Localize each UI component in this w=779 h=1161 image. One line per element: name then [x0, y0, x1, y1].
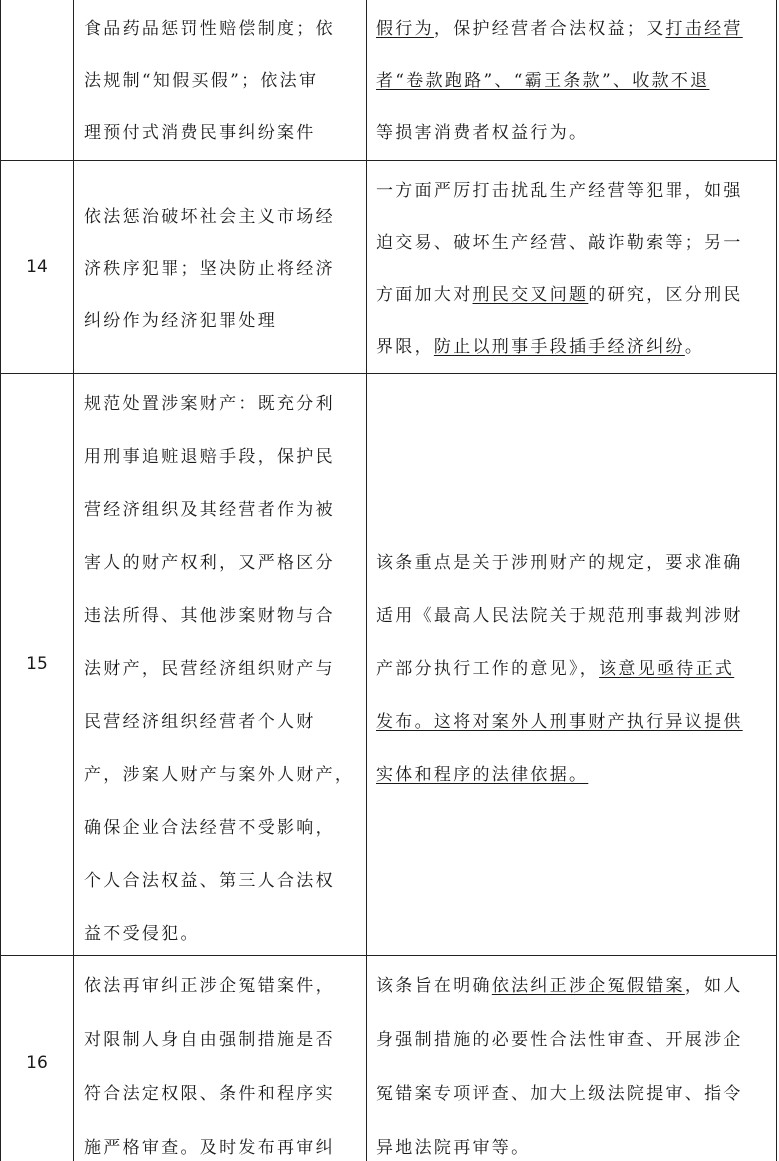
commentary-line	[376, 66, 709, 91]
provision-line: 违法所得、其他涉案财物与合	[84, 606, 335, 626]
row-divider	[0, 373, 777, 374]
text-segment: 产部分执行工作的意见》，	[376, 659, 600, 679]
text-segment: 冤错案专项评查、加大上级法院提审、指令	[376, 1084, 743, 1104]
provision-line: 施严格审查。及时发布再审纠	[84, 1138, 335, 1158]
commentary-line	[376, 1079, 743, 1104]
commentary-line	[376, 228, 743, 253]
row-number: 16	[26, 1053, 48, 1073]
provision-line: 食品药品惩罚性赔偿制度；依	[84, 19, 335, 39]
provision-line: 个人合法权益、第三人合法权	[84, 871, 335, 891]
text-segment: 打击经营	[665, 19, 743, 39]
text-segment: 身强制措施的必要性合法性审查、开展涉企	[376, 1030, 743, 1050]
provision-line: 理预付式消费民事纠纷案件	[84, 123, 316, 143]
text-segment: 实体和程序的法律依据。	[376, 765, 589, 785]
text-segment: 等损害消费者权益行为。	[376, 123, 589, 143]
text-segment: 依法纠正涉企冤假错案	[491, 976, 685, 996]
provision-line: 营经济组织及其经营者作为被	[84, 500, 335, 520]
provision-line: 符合法定权限、条件和程序实	[84, 1084, 335, 1104]
commentary-line	[376, 332, 704, 357]
provision-line: 害人的财产权利，又严格区分	[84, 553, 335, 573]
provision-line: 依法惩治破坏社会主义市场经	[84, 207, 335, 227]
provision-line: 对限制人身自由强制措施是否	[84, 1030, 335, 1050]
provision-line: 依法再审纠正涉企冤错案件，	[84, 976, 335, 996]
provision-line: 规范处置涉案财产：既充分利	[84, 394, 335, 414]
row-divider	[0, 955, 777, 956]
text-segment: 的研究，区分刑民	[588, 285, 743, 305]
commentary-line	[376, 1025, 743, 1050]
provision-line: 确保企业合法经营不受影响，	[84, 818, 335, 838]
provision-line: 法规制“知假买假”；依法审	[84, 71, 319, 91]
text-segment: 一方面严厉打击扰乱生产经营等犯罪，如强	[376, 181, 743, 201]
text-segment: 假行为	[376, 19, 434, 39]
commentary-line	[376, 280, 743, 305]
commentary-line	[376, 971, 743, 996]
commentary-line	[376, 601, 743, 626]
provision-line: 济秩序犯罪；坚决防止将经济	[84, 259, 335, 279]
commentary-line	[376, 707, 743, 732]
text-segment: 界限，	[376, 337, 434, 357]
commentary-line	[376, 1133, 530, 1158]
text-segment: 该意见亟待正式	[599, 659, 735, 679]
text-segment: 适用《最高人民法院关于规范刑事裁判涉财	[376, 606, 743, 626]
commentary-line	[376, 548, 743, 573]
column-divider-provision	[366, 0, 367, 1161]
commentary-line	[376, 176, 743, 201]
text-segment: 异地法院再审等。	[376, 1138, 531, 1158]
text-segment: 。	[684, 337, 705, 357]
table-border-right	[776, 0, 777, 1161]
text-segment: 发布。这将对案外人刑事财产执行异议提供	[376, 712, 743, 732]
text-segment: 者“卷款跑路”、“霸王条款”、收款不退	[376, 71, 710, 91]
commentary-line	[376, 760, 588, 785]
commentary-line	[376, 14, 743, 39]
provision-line: 法财产，民营经济组织财产与	[84, 659, 335, 679]
text-segment: 迫交易、破坏生产经营、敲诈勒索等；另一	[376, 233, 743, 253]
row-number: 15	[26, 654, 48, 674]
provision-line: 纠纷作为经济犯罪处理	[84, 311, 277, 331]
text-segment: ，如人	[684, 976, 743, 996]
provision-line: 民营经济组织经营者个人财	[84, 712, 316, 732]
commentary-line	[376, 118, 588, 143]
provision-line: 益不受侵犯。	[84, 924, 200, 944]
provision-line: 用刑事追赃退赔手段，保护民	[84, 447, 335, 467]
row-number: 14	[26, 257, 48, 277]
text-segment: 该条旨在明确	[376, 976, 492, 996]
text-segment: 该条重点是关于涉刑财产的规定，要求准确	[376, 553, 743, 573]
table-border-left	[0, 0, 1, 1161]
text-segment: 方面加大对	[376, 285, 473, 305]
text-segment: 刑民交叉问题	[472, 285, 589, 305]
provision-line: 产，涉案人财产与案外人财产，	[84, 765, 355, 785]
column-divider-number	[73, 0, 74, 1161]
text-segment: 防止以刑事手段插手经济纠纷	[433, 337, 685, 357]
commentary-line	[376, 654, 734, 679]
text-segment: ，保护经营者合法权益；又	[433, 19, 666, 39]
row-divider	[0, 160, 777, 161]
